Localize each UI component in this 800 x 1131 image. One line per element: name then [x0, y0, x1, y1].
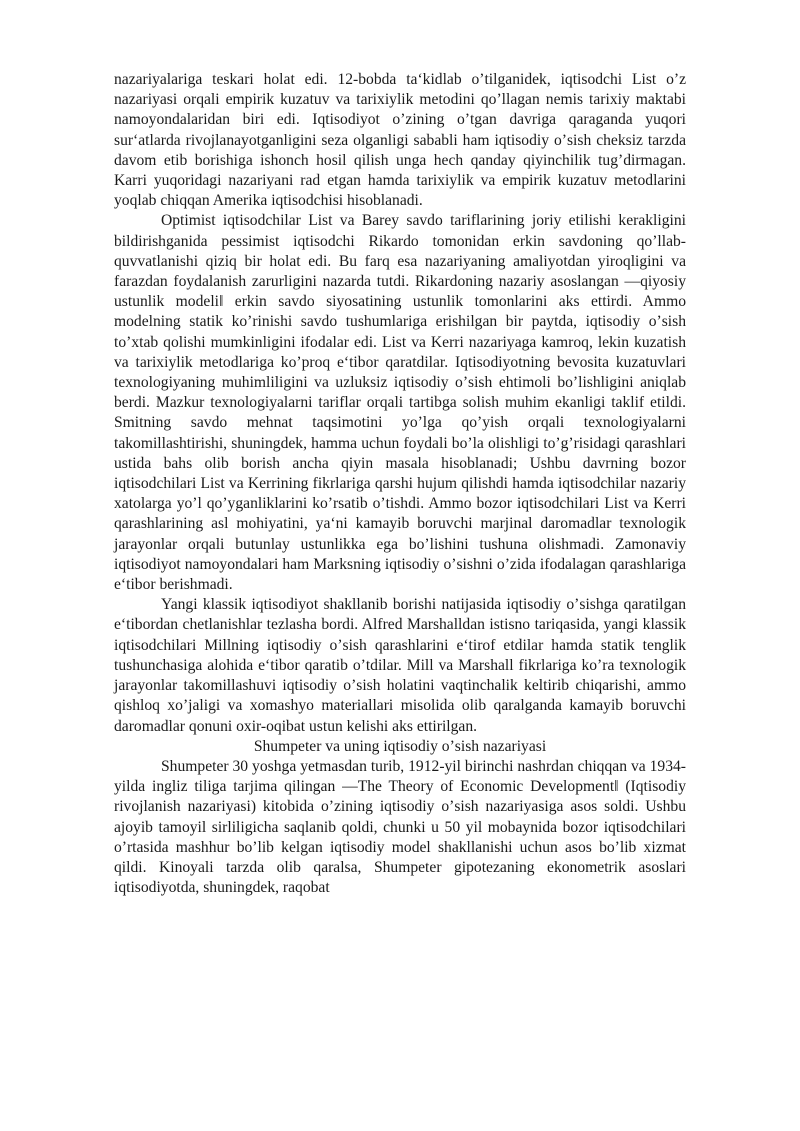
paragraph-neoclassical: Yangi klassik iqtisodiyot shakllanib borishi natijasida iqtisodiy oʼsishga qaratilgan eʻtibordan chetlanishlar tezlasha bordi. Alfred Marshalldan istisno tariqasida, yangi klassik iqtisodchilari Millning iqtisodiy oʼsish qarashlarini eʻtirof etdilar hamda statik tenglik tushunchasiga alohida eʻtibor qaratib oʼtdilar. Mill va Marshall fikrlariga koʼra texnologik jarayonlar takomillashuvi iqtisodiy oʼsish holatini vaqtinchalik keltirib chiqarishi, ammo qishloq xoʼjaligi va xomashyo materiallari misolida olib qaralganda kamayib boruvchi daromadlar qonuni oxir-oqibat ustun kelishi aks ettirilgan.	[114, 596, 686, 735]
paragraph-continuation: nazariyalariga teskari holat edi. 12-bobda taʻkidlab oʼtilganidek, iqtisodchi List oʼz nazariyasi orqali empirik kuzatuv va tarixiylik metodini qoʼllagan nemis tarixiy maktabi namoyondalaridan biri edi. Iqtisodiyot oʼzining oʼtgan davriga qaraganda yuqori surʻatlarda rivojlanayotganligini seza olganligi sababli ham iqtisodiy oʼsish cheksiz tarzda davom etib borishiga ishonch hosil qilish unga hech qanday qiyinchilik tugʼdirmagan. Karri yuqoridagi nazariyani rad etgan hamda tarixiylik va empirik kuzatuv metodlarini yoqlab chiqqan Amerika iqtisodchisi hisoblanadi.	[114, 71, 686, 210]
section-heading: Shumpeter va uning iqtisodiy oʼsish nazariyasi	[253, 737, 547, 755]
paragraph-optimist-economists: Optimist iqtisodchilar List va Barey savdo tariflarining joriy etilishi kerakligini bildirishganida pessimist iqtisodchi Rikardo tomonidan erkin savdoning qoʼllab-quvvatlanishi qiziq bir holat edi. Bu farq esa nazariyaning amaliyotdan yiroqligini va farazdan foydalanish zarurligini nazarda tutdi. Rikardoning nazariy asoslangan ―qiyosiy ustunlik modeli‖ erkin savdo siyosatining ustunlik tomonlarini aks ettirdi. Ammo modelning statik koʼrinishi savdo tushumlariga erishilgan bir paytda, iqtisodiy oʼsish toʼxtab qolishi mumkinligini ifodalar edi. List va Kerri nazariyaga kamroq, lekin kuzatish va tarixiylik metodlariga koʼproq eʻtibor qaratdilar. Iqtisodiyotning bevosita kuzatuvlari texnologiyaning muhimliligini va uzluksiz iqtisodiy oʼsish ehtimoli boʼlishligini aniqlab berdi. Mazkur texnologiyalarni tariflar orqali tartibga solish muhim ekanligi taklif etildi. Smitning savdo mehnat taqsimotini yoʼlga qoʼyish orqali texnologiyalarni takomillashtirishi, shuningdek, hamma uchun foydali boʼla olishligi toʼgʼrisidagi qarashlari ustida bahs olib borish ancha qiyin masala hisoblanadi; Ushbu davrning bozor iqtisodchilari List va Kerrining fikrlariga qarshi hujum qilishdi hamda iqtisodchilar nazariy xatolarga yoʼl qoʼyganliklarini koʼrsatib oʼtishdi. Ammo bozor iqtisodchilari List va Kerri qarashlarining asl mohiyatini, yaʻni kamayib boruvchi marjinal daromadlar texnologik jarayonlar orqali butunlay ustunlikka ega boʼlishini tushuna olishmadi. Zamonaviy iqtisodiyot namoyondalari ham Marksning iqtisodiy oʼsishni oʼzida ifodalagan qarashlariga eʻtibor berishmadi.	[114, 212, 686, 594]
paragraph-schumpeter: Shumpeter 30 yoshga yetmasdan turib, 1912-yil birinchi nashrdan chiqqan va 1934-yilda ingliz tiliga tarjima qilingan ―The Theory of Economic Development‖ (Iqtisodiy rivojlanish nazariyasi) kitobida oʼzining iqtisodiy oʼsish nazariyasiga asos soldi. Ushbu ajoyib tamoyil sirliligicha saqlanib qoldi, chunki u 50 yil mobaynida bozor iqtisodchilari oʼrtasida mashhur boʼlib kelgan iqtisodiy model shakllanishi uchun asos boʼlib xizmat qildi. Kinoyali tarzda olib qaralsa, Shumpeter gipotezaning ekonometrik asoslari iqtisodiyotda, shuningdek, raqobat	[114, 757, 686, 897]
document-page	[114, 70, 686, 898]
